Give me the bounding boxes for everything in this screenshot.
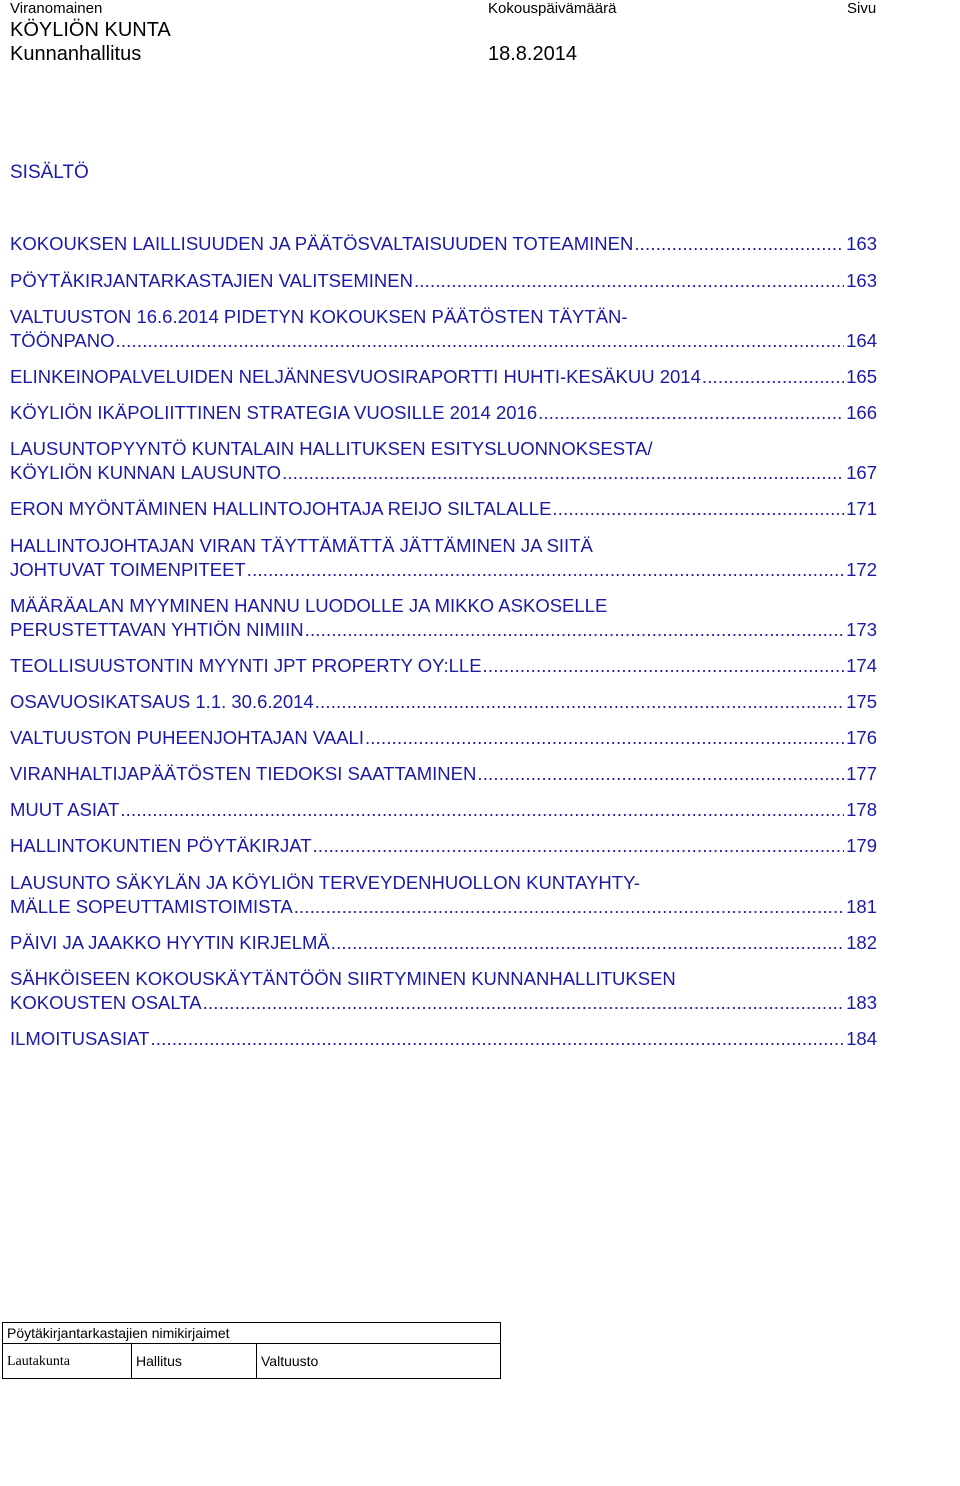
- toc-entry[interactable]: [10, 534, 877, 582]
- toc-leader-dots: [331, 931, 844, 955]
- toc-entry-title: VALTUUSTON PUHEENJOHTAJAN VAALI: [10, 727, 364, 748]
- toc-entry-page: 175: [846, 691, 877, 712]
- toc-entry-page: 178: [846, 799, 877, 820]
- toc-leader-dots: [702, 365, 844, 389]
- toc-entry[interactable]: [10, 654, 877, 678]
- toc-entry[interactable]: [10, 798, 877, 822]
- toc-entry-title: HALLINTOJOHTAJAN VIRAN TÄYTTÄMÄTTÄ JÄTTÄMINEN JA SIITÄ: [10, 535, 593, 556]
- toc-entry-page: 177: [846, 763, 877, 784]
- toc-leader-dots: [552, 497, 844, 521]
- toc-entry-title: LAUSUNTO SÄKYLÄN JA KÖYLIÖN TERVEYDENHUOLLON KUNTAYHTY-: [10, 872, 640, 893]
- toc-entry-title: ILMOITUSASIAT: [10, 1028, 150, 1049]
- toc-entry[interactable]: [10, 834, 877, 858]
- toc-entry[interactable]: [10, 305, 877, 353]
- toc-leader-dots: [313, 834, 845, 858]
- header-authority-name: KÖYLIÖN KUNTA: [10, 19, 171, 41]
- signature-table: [2, 1322, 501, 1379]
- toc-entry-title-cont: KOKOUSTEN OSALTA: [10, 992, 202, 1013]
- signature-label-council: Valtuusto: [261, 1353, 319, 1369]
- header-label-authority: Viranomainen: [10, 0, 103, 17]
- toc-entry-title: ERON MYÖNTÄMINEN HALLINTOJOHTAJA REIJO SILTALALLE: [10, 498, 552, 519]
- toc-leader-dots: [116, 329, 845, 353]
- toc-entry-page: 182: [846, 932, 877, 953]
- toc-leader-dots: [203, 991, 845, 1015]
- toc-leader-dots: [294, 895, 844, 919]
- toc-entry[interactable]: [10, 726, 877, 750]
- toc-entry[interactable]: [10, 232, 877, 256]
- toc-leader-dots: [150, 1027, 844, 1051]
- toc-leader-dots: [365, 726, 844, 750]
- toc-leader-dots: [477, 762, 844, 786]
- toc-entry-title: MUUT ASIAT: [10, 799, 120, 820]
- toc-entry-title: SÄHKÖISEEN KOKOUSKÄYTÄNTÖÖN SIIRTYMINEN KUNNANHALLITUKSEN: [10, 968, 676, 989]
- toc-leader-dots: [120, 798, 844, 822]
- toc-entry[interactable]: [10, 931, 877, 955]
- toc-entry-page: 165: [846, 366, 877, 387]
- toc-entry[interactable]: [10, 871, 877, 919]
- toc-entry-page: 184: [846, 1028, 877, 1049]
- toc-leader-dots: [282, 461, 844, 485]
- toc-entry-page: 171: [846, 498, 877, 519]
- toc-entry-title: VIRANHALTIJAPÄÄTÖSTEN TIEDOKSI SAATTAMINEN: [10, 763, 477, 784]
- toc-entry[interactable]: [10, 365, 877, 389]
- toc-leader-dots: [247, 558, 844, 582]
- toc-entry-page: 167: [846, 462, 877, 483]
- toc-entry[interactable]: [10, 594, 877, 642]
- toc-entry-title-cont: TÖÖNPANO: [10, 330, 115, 351]
- toc-entry-title: VALTUUSTON 16.6.2014 PIDETYN KOKOUKSEN PÄÄTÖSTEN TÄYTÄN-: [10, 306, 628, 327]
- toc-leader-dots: [634, 232, 844, 256]
- toc-entry-page: 164: [846, 330, 877, 351]
- toc-entry[interactable]: [10, 690, 877, 714]
- toc-entry-page: 174: [846, 655, 877, 676]
- toc-entry-title: KOKOUKSEN LAILLISUUDEN JA PÄÄTÖSVALTAISUUDEN TOTEAMINEN: [10, 233, 634, 254]
- toc-leader-dots: [315, 690, 844, 714]
- toc-entry-page: 176: [846, 727, 877, 748]
- toc-entry[interactable]: [10, 269, 877, 293]
- toc-entry-page: 166: [846, 402, 877, 423]
- toc-entry-title: ELINKEINOPALVELUIDEN NELJÄNNESVUOSIRAPORTTI HUHTI-KESÄKUU 2014: [10, 366, 701, 387]
- toc-leader-dots: [414, 269, 844, 293]
- header-label-page: Sivu: [847, 0, 877, 17]
- toc-entry-page: 183: [846, 992, 877, 1013]
- toc-entry-page: 163: [846, 233, 877, 254]
- signature-cell-committee: [3, 1344, 132, 1379]
- toc-entry[interactable]: [10, 437, 877, 485]
- toc-entry-page: 172: [846, 559, 877, 580]
- toc-entry[interactable]: [10, 497, 877, 521]
- toc-entry-title-cont: JOHTUVAT TOIMENPITEET: [10, 559, 246, 580]
- signature-cell-council: [257, 1344, 501, 1379]
- header-label-meeting-date: Kokouspäivämäärä: [488, 0, 617, 17]
- toc-entry[interactable]: [10, 967, 877, 1015]
- header-body-name: Kunnanhallitus: [10, 43, 142, 65]
- toc-leader-dots: [305, 618, 845, 642]
- toc-entry-title: TEOLLISUUSTONTIN MYYNTI JPT PROPERTY OY:LLE: [10, 655, 482, 676]
- toc-entry-page: 181: [846, 896, 877, 917]
- toc-entry[interactable]: [10, 1027, 877, 1051]
- toc-entry[interactable]: [10, 762, 877, 786]
- toc-leader-dots: [483, 654, 845, 678]
- toc-leader-dots: [538, 401, 844, 425]
- toc-entry-title: PÄIVI JA JAAKKO HYYTIN KIRJELMÄ: [10, 932, 330, 953]
- signature-label-committee: Lautakunta: [7, 1354, 70, 1369]
- toc-entry-title: MÄÄRÄALAN MYYMINEN HANNU LUODOLLE JA MIKKO ASKOSELLE: [10, 595, 608, 616]
- toc-entry-title: OSAVUOSIKATSAUS 1.1. 30.6.2014: [10, 691, 314, 712]
- toc-entry-title: PÖYTÄKIRJANTARKASTAJIEN VALITSEMINEN: [10, 270, 413, 291]
- toc-entry-title-cont: KÖYLIÖN KUNNAN LAUSUNTO: [10, 462, 282, 483]
- toc-entry-page: 173: [846, 619, 877, 640]
- toc-entry-title-cont: MÄLLE SOPEUTTAMISTOIMISTA: [10, 896, 293, 917]
- header-meeting-date: 18.8.2014: [488, 43, 577, 65]
- toc-entry-title: LAUSUNTOPYYNTÖ KUNTALAIN HALLITUKSEN ESITYSLUONNOKSESTA/: [10, 438, 653, 459]
- toc-entry-title: HALLINTOKUNTIEN PÖYTÄKIRJAT: [10, 835, 312, 856]
- toc-entry-page: 179: [846, 835, 877, 856]
- signature-table-title: Pöytäkirjantarkastajien nimikirjaimet: [3, 1323, 501, 1344]
- signature-label-board: Hallitus: [136, 1353, 182, 1369]
- toc-title: SISÄLTÖ: [10, 162, 89, 183]
- toc-entry[interactable]: [10, 401, 877, 425]
- signature-cell-board: [132, 1344, 257, 1379]
- toc-entry-page: 163: [846, 270, 877, 291]
- toc-entry-title: KÖYLIÖN IKÄPOLIITTINEN STRATEGIA VUOSILLE 2014 2016: [10, 402, 538, 423]
- toc-entry-title-cont: PERUSTETTAVAN YHTIÖN NIMIIN: [10, 619, 304, 640]
